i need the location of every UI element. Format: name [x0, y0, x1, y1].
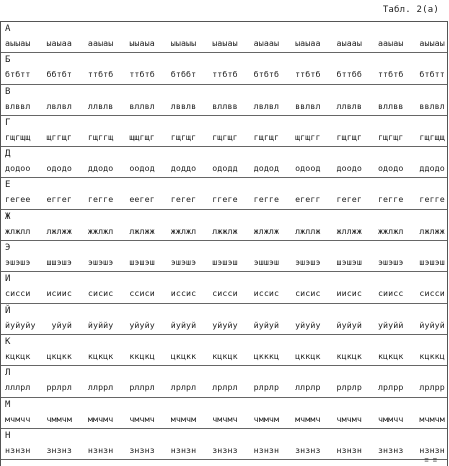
letter-sequence: знзнз — [46, 444, 72, 455]
letter-sequence: ттбтб — [87, 69, 114, 80]
letter-sequence: оодод — [129, 163, 155, 174]
letter-sequence: ррлрл — [46, 382, 72, 393]
letter-group — [1, 241, 447, 272]
letter-sequence: лжлжж — [129, 225, 155, 236]
letter-sequence: эшэшэ — [295, 257, 321, 268]
letter-sequence: ододд — [212, 163, 238, 174]
letter-sequence: ггеге — [212, 194, 238, 205]
letter-sequence: вллвв — [377, 100, 404, 111]
letter-sequence: йуйуй — [336, 319, 362, 330]
letter-sequence: егегг — [295, 194, 321, 205]
letter-row — [5, 69, 445, 80]
letter-sequence: лжлжж — [419, 225, 445, 236]
letter-sequence: рллрл — [129, 382, 155, 393]
letter-sequence: жжлжл — [170, 225, 197, 236]
letter-group — [1, 178, 447, 209]
letter-sequence: эшшэш — [253, 257, 280, 268]
letter-sequence: вллвл — [129, 100, 155, 111]
letter-sequence: иссис — [170, 288, 197, 299]
letter-sequence: лллрл — [5, 382, 31, 393]
letter-row — [5, 194, 445, 205]
letter-sequence: сисис — [295, 288, 321, 299]
letter-sequence: гщгщг — [170, 131, 197, 142]
letter-sequence: цкккц — [253, 350, 280, 361]
letter-sequence: ввлвл — [295, 100, 321, 111]
letter-sequence: лжллж — [295, 225, 321, 236]
letter-sequence: уйуй — [51, 319, 72, 330]
letter-row — [5, 320, 445, 331]
letter-sequence: щггщг — [46, 131, 72, 142]
letter-sequence: цккцк — [295, 350, 321, 361]
letter-sequence: ллвлв — [336, 100, 362, 111]
letter-sequence: гегее — [5, 194, 31, 205]
letter-sequence: гщггщ — [87, 131, 114, 142]
group-letter: Д — [5, 149, 11, 160]
letter-group — [1, 53, 447, 84]
letter-sequence: шшэшэ — [46, 257, 72, 268]
letter-sequence: сисис — [87, 288, 114, 299]
letter-sequence: ааыаы — [87, 38, 114, 48]
letter-sequence: ддодо — [419, 163, 445, 174]
letter-row — [5, 38, 445, 49]
letter-sequence: чммчм — [46, 413, 72, 424]
letter-group — [1, 304, 447, 335]
letter-sequence: сисси — [212, 288, 238, 299]
letter-sequence: ллррл — [87, 382, 114, 393]
letter-sequence: лрлрл — [170, 382, 197, 393]
letter-sequence: бтббт — [170, 69, 197, 80]
letter-row — [5, 414, 445, 425]
letter-sequence: чммчч — [377, 413, 404, 424]
letter-sequence: щгщгг — [295, 131, 321, 142]
letter-sequence: чмчмч — [212, 413, 238, 424]
letter-sequence: кцкцк — [5, 350, 31, 361]
letter-sequence: уйуйй — [377, 319, 404, 330]
letter-sequence: гщгщг — [377, 131, 404, 142]
group-letter: Й — [5, 305, 11, 316]
letter-sequence: еегег — [129, 194, 155, 205]
letter-sequence: мчмчм — [170, 413, 197, 424]
group-letter: Г — [5, 117, 11, 128]
group-letter: Н — [5, 430, 11, 441]
letter-sequence: ыыаыа — [129, 38, 155, 48]
letter-sequence: цкцкк — [170, 350, 197, 361]
letter-sequence: чмчмч — [129, 413, 155, 424]
letter-sequence: гщгщщ — [5, 131, 31, 142]
letter-sequence: цкцкк — [46, 350, 72, 361]
letter-sequence: иисис — [336, 288, 362, 299]
letter-group — [1, 147, 447, 178]
letter-sequence: кцккц — [419, 350, 445, 361]
letter-group — [1, 210, 447, 241]
letter-row — [5, 132, 445, 143]
letter-sequence: лввлв — [170, 100, 197, 111]
group-letter: К — [5, 336, 11, 347]
letter-sequence: знзнз — [129, 444, 155, 455]
group-letter: Е — [5, 180, 11, 191]
letter-sequence: нзнзн — [87, 444, 114, 455]
letter-sequence: сисси — [419, 288, 445, 299]
letter-sequence: рлрлр — [253, 382, 280, 393]
letter-sequence: лрлрр — [377, 382, 404, 393]
letter-sequence: бтбтт — [419, 69, 445, 80]
letter-sequence: гщгщг — [212, 131, 238, 142]
letter-sequence: чмчмч — [336, 413, 362, 424]
letter-sequence: мчммч — [295, 413, 321, 424]
letter-sequence: ттбтб — [377, 69, 404, 80]
letter-sequence: нзнзн — [5, 444, 31, 455]
letter-sequence: нзнзн — [336, 444, 362, 455]
letter-sequence: эшэшэ — [377, 257, 404, 268]
letter-sequence: доддо — [170, 163, 197, 174]
letter-sequence: доодо — [336, 163, 362, 174]
letter-sequence: лжлжж — [46, 225, 72, 236]
letter-sequence: сисси — [5, 288, 31, 299]
letter-row — [5, 101, 445, 112]
letter-sequence: шэшэш — [419, 257, 445, 268]
letter-group — [1, 272, 447, 303]
letter-sequence: эшэшэ — [170, 257, 197, 268]
letter-sequence: щщгщг — [129, 131, 155, 142]
letter-sequence: жжлжл — [377, 225, 404, 236]
letter-sequence: йуйуй — [419, 319, 445, 330]
letter-sequence: лвлвл — [253, 100, 280, 111]
letter-sequence: лвлвл — [46, 100, 72, 111]
letter-sequence: одоод — [295, 163, 321, 174]
letter-sequence: влввл — [5, 100, 31, 111]
letter-sequence: гегге — [87, 194, 114, 205]
letter-sequence: ыаыаа — [295, 38, 321, 48]
letter-sequence: йуййу — [87, 319, 114, 330]
letter-sequence: знзнз — [212, 444, 238, 455]
letter-sequence: жлжлж — [253, 225, 280, 236]
letter-group — [1, 116, 447, 147]
letter-sequence: ттбтб — [295, 69, 321, 80]
letter-sequence: лрлрл — [212, 382, 238, 393]
letter-sequence: аыааы — [253, 38, 280, 48]
letter-group — [1, 429, 447, 460]
letter-sequence: бтбтб — [253, 69, 280, 80]
letter-sequence: нзнзн — [253, 444, 280, 455]
group-letter: Л — [5, 368, 11, 379]
letter-sequence: бттбб — [336, 69, 362, 80]
letter-sequence: уйуйу — [295, 319, 321, 330]
letter-sequence: ссиси — [129, 288, 155, 299]
letter-sequence: ыаыаы — [212, 38, 238, 48]
letter-sequence: йуйуй — [253, 319, 280, 330]
letter-sequence: ллрлр — [295, 382, 321, 393]
letter-sequence: кцкцк — [87, 350, 114, 361]
footer-mark: ≡ ≡ — [424, 456, 437, 464]
letter-sequence: жлжлл — [5, 225, 31, 236]
letter-sequence: гегге — [419, 194, 445, 205]
letter-row — [5, 288, 445, 299]
letter-sequence: ододо — [377, 163, 404, 174]
letter-sequence: сиисс — [377, 288, 404, 299]
letter-sequence: додод — [253, 163, 280, 174]
letter-sequence: вллвв — [212, 100, 238, 111]
letter-sequence: жжлжл — [87, 225, 114, 236]
letter-sequence: гегег — [170, 194, 197, 205]
letter-group — [1, 22, 447, 53]
letter-sequence: кцкцк — [377, 350, 404, 361]
letter-sequence: ододо — [46, 163, 72, 174]
letter-row — [5, 351, 445, 362]
letter-sequence: ммчмч — [87, 413, 114, 424]
group-letter: В — [5, 86, 11, 97]
letter-sequence: ааыаы — [377, 38, 404, 48]
letter-row — [5, 226, 445, 237]
letter-sequence: аыааы — [336, 38, 362, 48]
group-letter: И — [5, 274, 11, 285]
letter-sequence: ллвлв — [87, 100, 114, 111]
group-letter: Б — [5, 55, 11, 66]
table-caption: Табл. 2(а) — [382, 5, 439, 15]
letter-sequence: гщгщщ — [419, 131, 445, 142]
letter-sequence: эшэшэ — [5, 257, 31, 268]
letter-group — [1, 398, 447, 429]
letter-sequence: нзнзн — [419, 444, 445, 455]
letter-sequence: ббтбт — [46, 69, 72, 80]
letter-sequence: додоо — [5, 163, 31, 174]
letter-sequence: эшэшэ — [87, 257, 114, 268]
letter-sequence: мчмчм — [419, 413, 445, 424]
letter-sequence: лжжлж — [212, 225, 238, 236]
letter-sequence: кцкцк — [336, 350, 362, 361]
letter-sequence: уйуйу — [129, 319, 155, 330]
letter-sequence: иссис — [253, 288, 280, 299]
letter-sequence: аыыаы — [419, 38, 445, 48]
letter-sequence: мчмчч — [5, 413, 31, 424]
letter-sequence: ыыаыы — [170, 38, 197, 48]
letter-sequence: шэшэш — [212, 257, 238, 268]
letter-sequence: лрлрр — [419, 382, 445, 393]
letter-sequence: кцкцк — [212, 350, 238, 361]
letter-sequence: гегге — [253, 194, 280, 205]
letter-sequence: еггег — [46, 194, 72, 205]
letter-sequence: йуйуйу — [5, 319, 36, 330]
letter-sequence: бтбтт — [5, 69, 31, 80]
letter-sequence: чммчм — [253, 413, 280, 424]
letter-row — [5, 257, 445, 268]
letter-sequence: гегге — [377, 194, 404, 205]
letter-row — [5, 382, 445, 393]
letter-group — [1, 366, 447, 397]
letter-sequence: ккцкц — [129, 350, 155, 361]
letter-group — [1, 335, 447, 366]
letter-sequence: исиис — [46, 288, 72, 299]
letter-sequence: рлрлр — [336, 382, 362, 393]
letter-group — [1, 85, 447, 116]
letter-row — [5, 445, 445, 456]
group-letter: А — [5, 24, 11, 34]
letter-sequence: йуйуй — [170, 319, 197, 330]
group-letter: М — [5, 399, 11, 410]
group-letter: Э — [5, 243, 11, 254]
group-letter: Ж — [5, 211, 11, 222]
letter-sequence: жллжж — [336, 225, 362, 236]
letter-sequence: знзнз — [377, 444, 404, 455]
letter-sequence: гегег — [336, 194, 362, 205]
letter-sequence: ыаыаа — [46, 38, 72, 48]
letter-table — [0, 21, 448, 466]
letter-sequence: шэшэш — [129, 257, 155, 268]
letter-sequence: гщгщг — [253, 131, 280, 142]
letter-sequence: знзнз — [295, 444, 321, 455]
letter-sequence: уйуйу — [212, 319, 238, 330]
letter-sequence: гщгщг — [336, 131, 362, 142]
letter-sequence: ттбтб — [212, 69, 238, 80]
letter-row — [5, 163, 445, 174]
letter-sequence: шэшэш — [336, 257, 362, 268]
letter-sequence: ввлвл — [419, 100, 445, 111]
letter-sequence: нзнзн — [170, 444, 197, 455]
letter-sequence: ттбтб — [129, 69, 155, 80]
letter-sequence: ддодо — [87, 163, 114, 174]
letter-sequence: аыыаы — [5, 38, 31, 48]
